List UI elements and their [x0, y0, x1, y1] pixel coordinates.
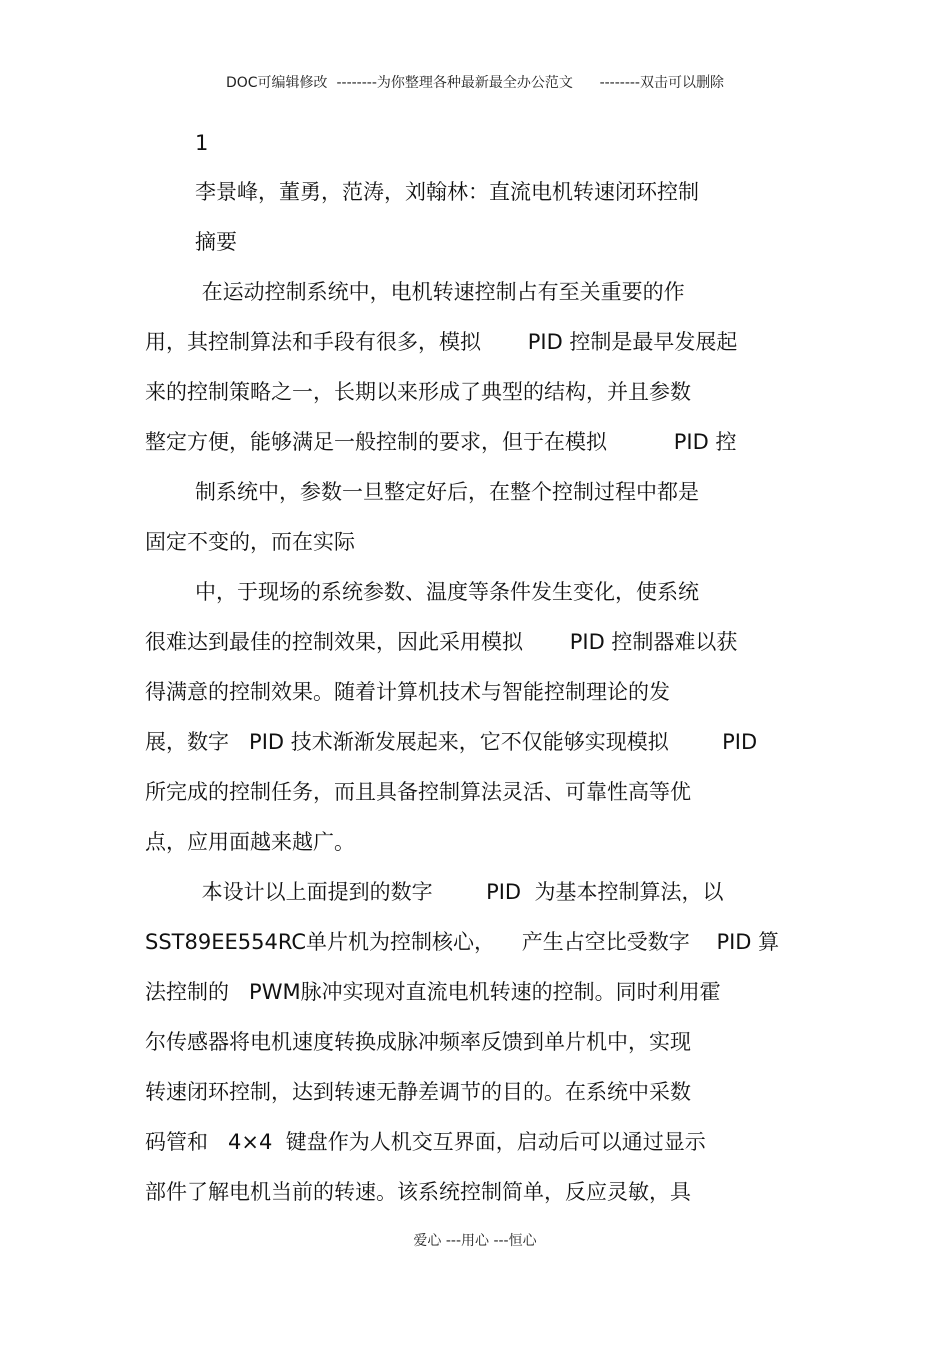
body-line: 得满意的控制效果。随着计算机技术与智能控制理论的发	[145, 680, 670, 704]
body-line: 制系统中，参数一旦整定好后，在整个控制过程中都是	[195, 480, 699, 504]
page-footer: 爱心 ---用心 ---恒心	[413, 1233, 537, 1249]
page-header: DOC可编辑修改 --------为你整理各种最新最全办公范文 --------双击可以删除	[225, 75, 724, 91]
body-line: SST89EE554RC单片机为控制核心， 产生占空比受数字 PID 算	[145, 930, 780, 954]
body-line: 法控制的 PWM脉冲实现对直流电机转速的控制。同时利用霍	[145, 980, 721, 1004]
body-line: 固定不变的，而在实际	[145, 530, 355, 554]
body-line: 展，数字 PID 技术渐渐发展起来，它不仅能够实现模拟 PID	[145, 730, 758, 754]
page-number: 1	[195, 131, 209, 155]
body-line: 点，应用面越来越广。	[145, 830, 355, 854]
body-line: 整定方便，能够满足一般控制的要求，但于在模拟 PID 控	[145, 430, 737, 454]
body-line: 本设计以上面提到的数字 PID 为基本控制算法，以	[195, 880, 724, 904]
body-line: 在运动控制系统中，电机转速控制占有至关重要的作	[195, 280, 685, 304]
body-line: 很难达到最佳的控制效果，因此采用模拟 PID 控制器难以获	[145, 630, 738, 654]
body-line: 转速闭环控制，达到转速无静差调节的目的。在系统中采数	[145, 1080, 691, 1104]
body-line: 尔传感器将电机速度转换成脉冲频率反馈到单片机中，实现	[145, 1030, 691, 1054]
body-line: 码管和 4×4 键盘作为人机交互界面，启动后可以通过显示	[145, 1130, 706, 1154]
abstract-heading: 摘要	[195, 230, 237, 254]
document-title: 李景峰，董勇，范涛，刘翰林：直流电机转速闭环控制	[195, 180, 699, 204]
body-line: 所完成的控制任务，而且具备控制算法灵活、可靠性高等优	[145, 780, 691, 804]
body-line: 部件了解电机当前的转速。该系统控制简单，反应灵敏，具	[145, 1180, 691, 1204]
body-line: 中，于现场的系统参数、温度等条件发生变化，使系统	[195, 580, 699, 604]
body-line: 用，其控制算法和手段有很多，模拟 PID 控制是最早发展起	[145, 330, 738, 354]
body-line: 来的控制策略之一，长期以来形成了典型的结构，并且参数	[145, 380, 691, 404]
